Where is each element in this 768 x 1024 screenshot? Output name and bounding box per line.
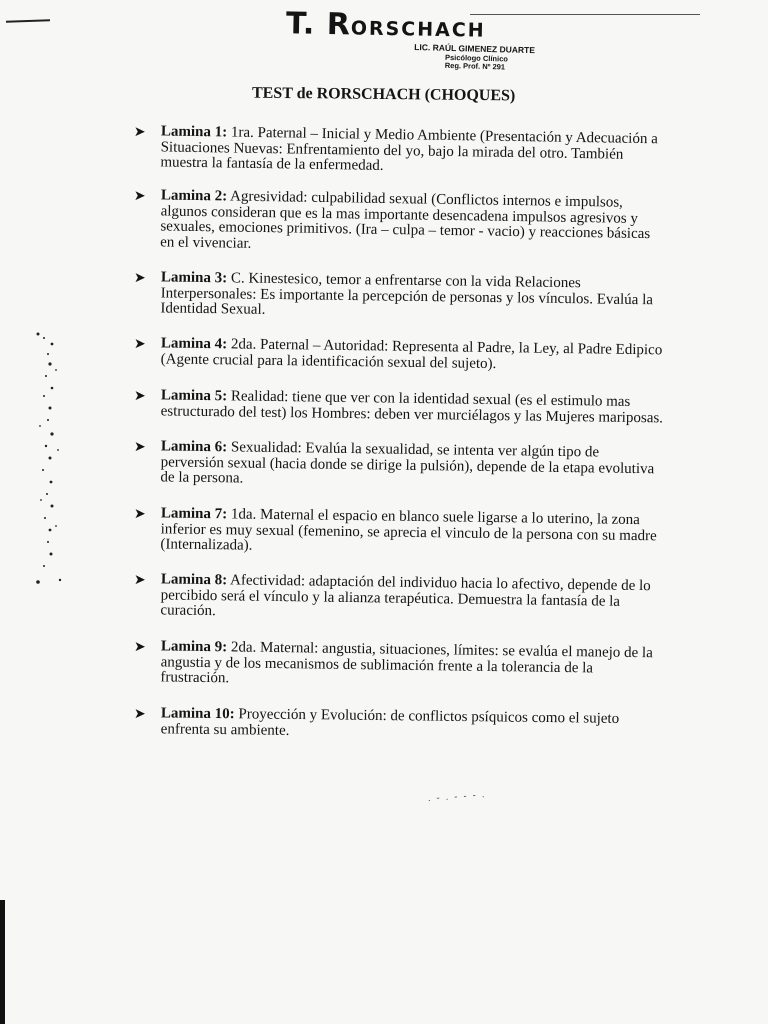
lamina-item-6 [133, 439, 664, 493]
lamina-text: Afectividad: adaptación del individuo hacia lo afectivo, depende de lo percibido será el vínculo y la alianza terapéutica. Demuestra la fantasía de la curación. [160, 572, 651, 620]
arrow-bullet-icon: ➤ [133, 269, 146, 286]
professional-stamp [414, 43, 565, 73]
lamina-text: Agresividad: culpabilidad sexual (Conflictos internos e impulsos, algunos consideran que es la mas importante desencadena impulsos agresivos y sexuales, emociones primitivos. (Ira – culpa – temor - vacio) y reacciones básicas en el vivenciar. [160, 187, 651, 251]
lamina-item-4 [134, 336, 664, 374]
lamina-text: 2da. Maternal: angustia, situaciones, límites: se evalúa el manejo de la angustia y de los mecanismos de sublimación frente a la tolerancia de la frustración. [160, 638, 653, 686]
arrow-bullet-icon: ➤ [133, 336, 146, 353]
lamina-text: 2da. Paternal – Autoridad: Representa al Padre, la Ley, al Padre Edipico (Agente crucial para la identificación sexual del sujeto). [160, 336, 663, 372]
arrow-bullet-icon: ➤ [133, 388, 146, 405]
lamina-label: Lamina 4: [160, 335, 228, 353]
stamp-registration: Reg. Prof. Nº 291 [444, 60, 506, 72]
lamina-text: Proyección y Evolución: de conflictos psíquicos como el sujeto enfrenta su ambiente. [160, 706, 620, 739]
lamina-item-2 [133, 188, 664, 258]
arrow-bullet-icon: ➤ [133, 572, 146, 589]
lamina-label: Lamina 2: [160, 186, 228, 204]
arrow-bullet-icon: ➤ [133, 124, 146, 141]
lamina-label: Lamina 1: [160, 123, 228, 141]
lamina-label: Lamina 8: [160, 571, 228, 589]
header-rule-line [470, 14, 700, 15]
lamina-text: Realidad: tiene que ver con la identidad sexual (es el estimulo mas estructurado del test) los Hombres: deben ver murciélagos y las Mujeres mariposas. [160, 388, 664, 426]
handwritten-title [286, 6, 486, 44]
scan-noise-speckles [30, 330, 74, 590]
lamina-text: C. Kinestesico, temor a enfrentarse con la vida Relaciones Interpersonales: Es importante la percepción de personas y los vínculos. Evalúa la Identidad Sexual. [160, 269, 654, 318]
lamina-label: Lamina 9: [160, 637, 228, 655]
lamina-item-5 [134, 388, 664, 426]
lamina-label: Lamina 3: [160, 268, 228, 286]
scan-edge-shadow [0, 900, 5, 1024]
margin-pen-mark [6, 19, 50, 23]
lamina-item-3 [133, 270, 664, 324]
handwritten-title-rest: ORSCHACH [350, 17, 486, 42]
lamina-item-7 [133, 506, 664, 560]
stamp-name: LIC. RAÚL GIMENEZ DUARTE [414, 42, 536, 56]
arrow-bullet-icon: ➤ [133, 706, 146, 723]
lamina-label: Lamina 5: [160, 387, 228, 405]
lamina-label: Lamina 7: [160, 504, 228, 522]
lamina-list [134, 120, 664, 737]
lamina-text: 1da. Maternal el espacio en blanco suele ligarse a lo uterino, la zona inferior es muy sexual (femenino, se aprecia el vinculo de la persona con su madre (Internalizada). [160, 505, 657, 554]
lamina-text: Sexualidad: Evalúa la sexualidad, se intenta ver algún tipo de perversión sexual (hacia donde se dirige la pulsión), depende de la etapa evolutiva de la persona. [160, 439, 655, 487]
document-title: TEST de RORSCHACH (CHOQUES) [251, 84, 516, 105]
lamina-item-10 [134, 706, 664, 743]
lamina-item-1 [133, 124, 664, 179]
pen-squiggle-mark: . - . - - - . [427, 788, 487, 804]
arrow-bullet-icon: ➤ [133, 505, 146, 522]
lamina-item-9 [133, 639, 664, 693]
arrow-bullet-icon: ➤ [133, 187, 146, 204]
lamina-text: 1ra. Paternal – Inicial y Medio Ambiente (Presentación y Adecuación a Situaciones Nuevas: Enfrentamiento del yo, bajo la mirada del otro. También muestra la fantasía de la enfermedad. [160, 124, 658, 174]
arrow-bullet-icon: ➤ [133, 638, 146, 655]
lamina-item-8 [133, 572, 664, 626]
handwritten-title-main: T. R [285, 6, 352, 43]
arrow-bullet-icon: ➤ [133, 439, 146, 456]
lamina-label: Lamina 10: [160, 705, 235, 723]
stamp-profession: Psicólogo Clínico [444, 52, 509, 64]
lamina-label: Lamina 6: [160, 438, 228, 456]
